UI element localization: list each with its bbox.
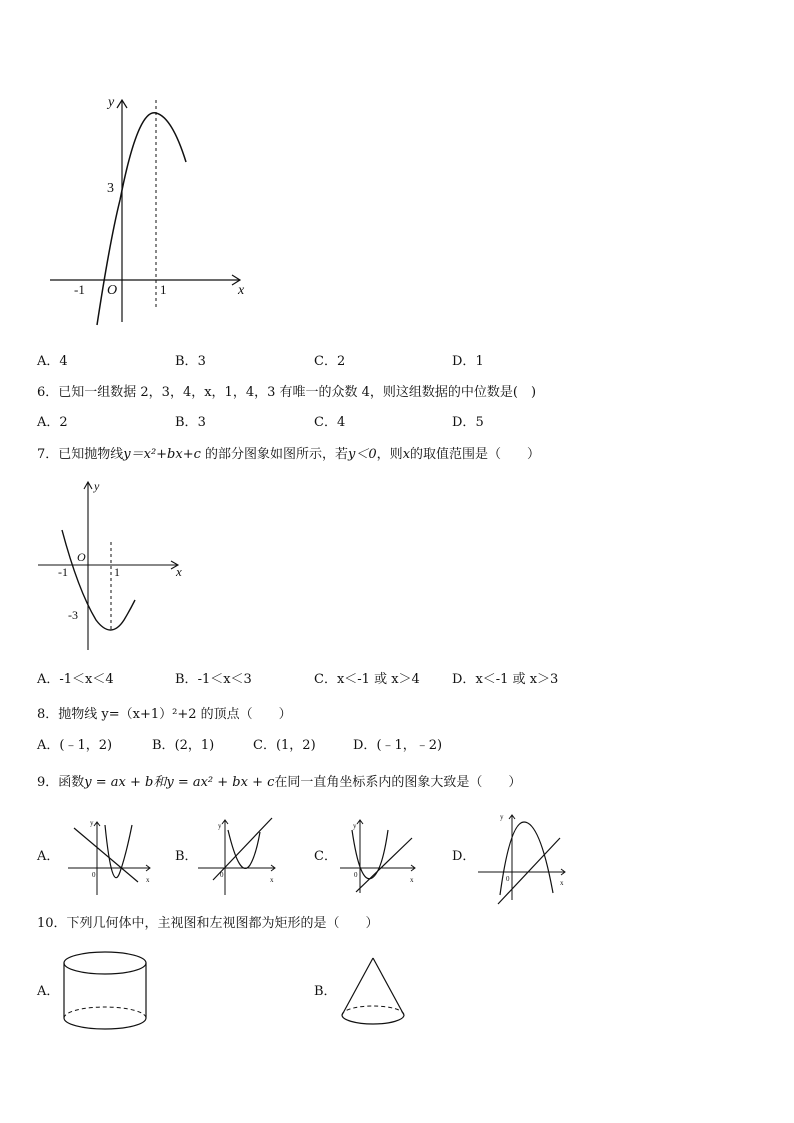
q7-neg-three-label: -3 [68,608,78,622]
q5-option-b[interactable]: B．3 [175,354,206,369]
q10-option-a[interactable]: A． [37,984,60,999]
svg-text:0: 0 [92,871,96,879]
q5-x-label: x [238,283,245,298]
q5-option-c[interactable]: C．2 [314,354,346,369]
q8-option-a[interactable]: A．(﹣1，2) [37,738,113,753]
q10-option-b[interactable]: B． [314,984,337,999]
q5-option-d[interactable]: D．1 [452,354,484,369]
q7-stem: 7．已知抛物线y＝x²+bx+c 的部分图象如图所示，若y＜0，则x的取值范围是（ ） [37,447,541,462]
svg-text:0: 0 [354,871,358,879]
q7-neg-one-label: -1 [58,565,68,579]
q5-option-a[interactable]: A．4 [37,354,68,369]
svg-text:y: y [353,822,357,830]
q9-option-a[interactable]: A． [37,849,60,864]
svg-text:y: y [90,819,94,827]
q5-y-label: y [108,95,115,110]
svg-text:x: x [270,876,274,884]
q9-option-d[interactable]: D． [452,849,476,864]
q9-stem: 9．函数y = ax + b和y = ax² + bx + c在同一直角坐标系内的图象大致是（ ） [37,775,522,790]
q7-option-a[interactable]: A．-1＜x＜4 [37,672,114,687]
q7-option-c[interactable]: C．x＜-1 或 x＞4 [314,672,420,687]
q6-option-a[interactable]: A．2 [37,415,68,430]
q5-neg-one-label: -1 [74,282,85,297]
q8-option-d[interactable]: D．(﹣1，﹣2) [353,738,443,753]
svg-text:0: 0 [506,875,510,883]
q10-stem: 10．下列几何体中，主视图和左视图都为矩形的是（ ） [37,916,379,931]
q7-option-b[interactable]: B．-1＜x＜3 [175,672,252,687]
q8-stem: 8．抛物线 y=（x+1）²+2 的顶点（ ） [37,707,292,722]
q8-option-c[interactable]: C．(1，2) [253,738,316,753]
q7-option-d[interactable]: D．x＜-1 或 x＞3 [452,672,559,687]
cone-icon [342,958,404,1024]
svg-text:0: 0 [220,871,224,879]
svg-text:y: y [500,813,504,821]
q9-graph-a [68,819,150,895]
svg-text:x: x [560,879,564,887]
q9-graph-d [478,813,565,904]
q9-option-b[interactable]: B． [175,849,198,864]
svg-text:y: y [218,822,222,830]
svg-text:x: x [146,876,150,884]
q7-origin-label: O [77,550,86,564]
q5-one-label: 1 [160,282,167,297]
q6-option-d[interactable]: D．5 [452,415,484,430]
q5-y-intercept-label: 3 [107,181,114,196]
q9-graph-c [340,820,415,893]
q6-option-b[interactable]: B．3 [175,415,206,430]
q9-graph-b [198,818,275,895]
q7-x-label: x [176,564,182,579]
cylinder-icon [64,952,146,1029]
q8-option-b[interactable]: B．(2，1) [152,738,215,753]
q9-option-c[interactable]: C． [314,849,337,864]
q6-option-c[interactable]: C．4 [314,415,346,430]
q6-stem: 6．已知一组数据 2，3，4，x，1，4，3 有唯一的众数 4，则这组数据的中位数是( ) [37,385,537,400]
q7-one-label: 1 [114,565,120,579]
svg-text:x: x [410,876,414,884]
q5-origin-label: O [107,283,118,298]
q7-y-label: y [94,479,100,493]
